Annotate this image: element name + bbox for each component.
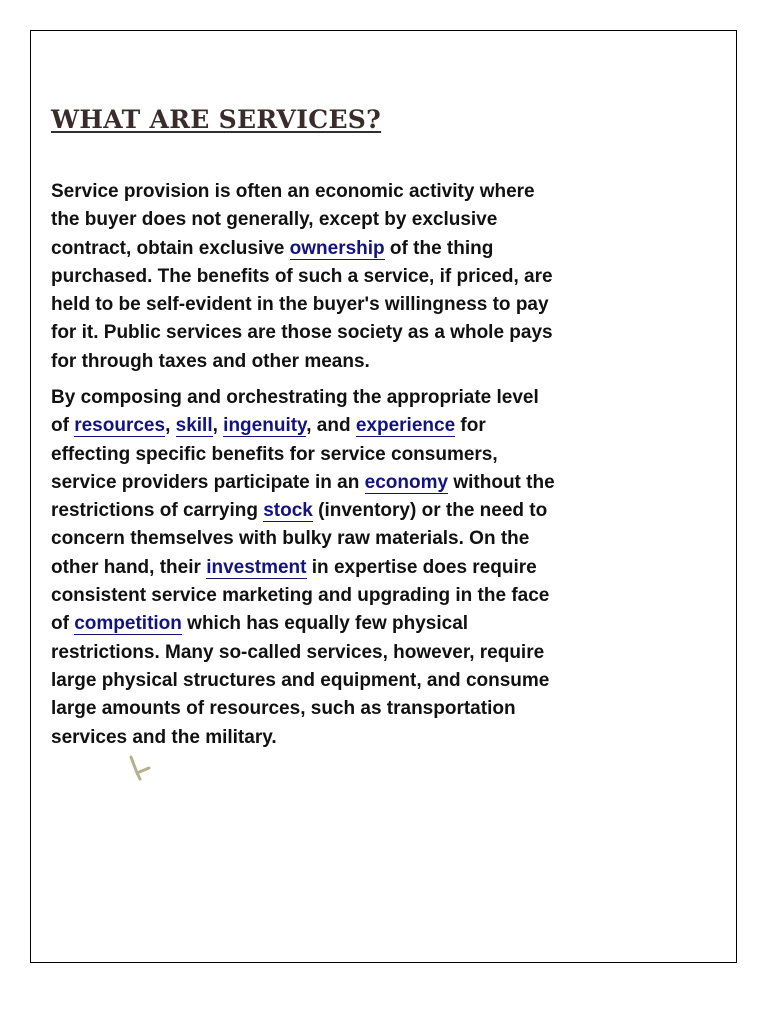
- link-skill[interactable]: skill: [175, 415, 213, 437]
- text-segment: (inventory) or the need to: [312, 500, 548, 522]
- paragraph-2-line-2: [51, 412, 555, 440]
- paragraph-2-line-3: effecting specific benefits for service consumers,: [51, 443, 498, 465]
- document-page: [30, 30, 737, 963]
- paragraph-2-line-1: By composing and orchestrating the appropriate level: [51, 387, 539, 408]
- paragraph-1-line-1: Service provision is often an economic activity where: [51, 181, 535, 202]
- paragraph-2-line-9: [51, 610, 555, 638]
- text-segment: ,: [212, 415, 224, 437]
- paragraph-2-line-7: [51, 554, 555, 582]
- paragraph-1-line-2: the buyer does not generally, except by exclusive: [51, 209, 498, 231]
- text-segment: of: [51, 613, 75, 635]
- text-segment: ,: [165, 415, 176, 437]
- text-segment: which has equally few physical: [181, 613, 469, 635]
- text-segment: other hand, their: [51, 556, 207, 578]
- paragraph-1-line-6: for it. Public services are those society as a whole pays: [51, 322, 553, 344]
- paragraph-2-line-5: [51, 497, 555, 525]
- text-segment: of: [51, 415, 75, 437]
- text-segment: service providers participate in an: [51, 471, 365, 493]
- link-investment[interactable]: investment: [206, 556, 307, 578]
- text-segment: in expertise does require: [306, 556, 537, 578]
- link-experience[interactable]: experience: [355, 415, 456, 437]
- paragraph-1-line-3: [51, 235, 553, 263]
- paragraph-2-line-4: [51, 469, 555, 497]
- paragraph-2: [51, 384, 555, 752]
- text-segment: restrictions of carrying: [51, 500, 264, 522]
- text-segment: , and: [306, 415, 356, 437]
- paragraph-2-line-13: services and the military.: [51, 726, 277, 748]
- paragraph-1-line-4: purchased. The benefits of such a service, if priced, are: [51, 265, 553, 287]
- paragraph-1: [51, 178, 553, 376]
- link-resources[interactable]: resources: [74, 415, 166, 437]
- paragraph-1-line-7: for through taxes and other means.: [51, 350, 370, 372]
- link-ownership[interactable]: ownership: [289, 237, 385, 259]
- paragraph-2-line-10: restrictions. Many so-called services, however, require: [51, 641, 545, 663]
- paragraph-1-line-5: held to be self-evident in the buyer's willingness to pay: [51, 294, 549, 316]
- link-economy[interactable]: economy: [364, 471, 449, 493]
- link-competition[interactable]: competition: [74, 613, 182, 635]
- paragraph-2-line-11: large physical structures and equipment, and consume: [51, 669, 550, 691]
- text-segment: without the: [448, 471, 555, 493]
- text-segment: of the thing: [384, 237, 494, 259]
- scribble-mark-icon: [127, 753, 157, 783]
- link-stock[interactable]: stock: [263, 500, 313, 522]
- link-ingenuity[interactable]: ingenuity: [223, 415, 307, 437]
- paragraph-2-line-8: consistent service marketing and upgrading in the face: [51, 585, 550, 607]
- text-segment: for: [455, 415, 486, 437]
- page-title: WHAT ARE SERVICES?: [51, 105, 382, 134]
- paragraph-2-line-6: concern themselves with bulky raw materials. On the: [51, 528, 530, 550]
- text-segment: contract, obtain exclusive: [51, 237, 290, 259]
- paragraph-2-line-12: large amounts of resources, such as transportation: [51, 698, 516, 720]
